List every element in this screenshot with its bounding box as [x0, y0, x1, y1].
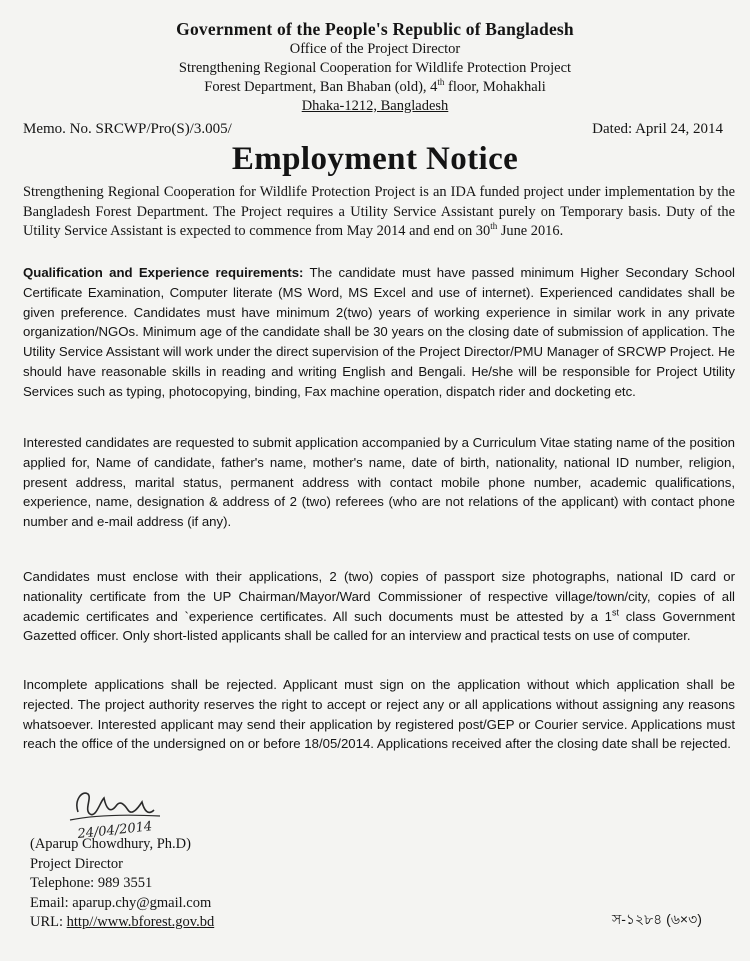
qualification-text: The candidate must have passed minimum Higher Secondary School Certificate Examination, Computer literate (MS Word, MS Excel and use of internet). Experienced candidates shall be given preference. Candidates must have minimum 2(two) years of working experience in similar work in any private organization/NGOs. Minimum age of the candidate shall be 30 years on the closing date of submission of application. The Utility Service Assistant will work under the direct supervision of the Project Director/PMU Manager of SRCWP Project. He should have reasonable skills in reading and writing English and Bengali. He/she will be responsible for Project Utility Services such as typing, photocopying, binding, Fax machine operation, dispatch rider and docketing etc. — [23, 265, 735, 399]
project-name: Strengthening Regional Cooperation for Wildlife Protection Project — [178, 60, 572, 76]
page-title: Employment Notice — [231, 141, 519, 177]
memo-date: Dated: April 24, 2014 — [592, 121, 723, 137]
memo-row — [23, 121, 723, 138]
signatory-telephone: Telephone: 989 3551 — [30, 875, 153, 891]
rejection-paragraph: Incomplete applications shall be rejected. Applicant must sign on the application without which application shall be rejected. The project authority reserves the right to accept or reject any or all applications without assigning any reasons whatsoever. Interested applicant may send their application by registered post/GEP or Courier service. Applications must reach the office of the undersigned on or before 18/05/2014. Applications received after the closing date shall be rejected. — [23, 677, 735, 752]
signatory-designation: Project Director — [30, 855, 124, 872]
intro-text: Strengthening Regional Cooperation for Wildlife Protection Project is an IDA funded project under implementation by the Bangladesh Forest Department. The Project requires a Utility Service Assistant purely on Temporary basis. Duty of the Utility Service Assistant is expected to commence from May 2014 and end on 30 — [23, 184, 735, 239]
website-link[interactable]: http//www.bforest.gov.bd — [66, 914, 215, 930]
enclosures-ordinal: st — [612, 607, 620, 618]
memo-number: Memo. No. SRCWP/Pro(S)/3.005/ — [23, 121, 232, 137]
address-part-2: floor, Mohakhali — [444, 79, 546, 95]
enclosures-text-end: class Government Gazetted officer. Only short-listed applicants shall be called for an interview and practical tests on use of computer. — [23, 608, 735, 644]
address-part-1: Forest Department, Ban Bhaban (old), 4 — [204, 79, 438, 95]
office-city: Dhaka-1212, Bangladesh — [301, 98, 449, 114]
government-title: Government of the People's Republic of Bangladesh — [176, 19, 574, 39]
intro-ordinal: th — [490, 221, 498, 232]
qualification-label: Qualification and Experience requirements: — [23, 265, 304, 280]
signatory-email: Email: aparup.chy@gmail.com — [30, 894, 212, 911]
office-address — [0, 78, 750, 97]
signature-date: 24/04/2014 — [76, 819, 153, 842]
signatory-name: (Aparup Chowdhury, Ph.D) — [30, 836, 191, 852]
enclosures-paragraph — [23, 567, 735, 646]
letterhead — [0, 18, 750, 116]
application-paragraph: Interested candidates are requested to submit application accompanied by a Curriculum Vitae stating name of the position applied for, Name of candidate, father's name, mother's name, date of birth, nationality, national ID number, religion, present address, marital status, permanent address with contact mobile phone number, academic qualifications, experience, name, designation & address of 2 (two) referees (who are not relations of the applicant) with contact phone number and e-mail address (if any). — [23, 435, 735, 530]
qualification-paragraph — [23, 263, 735, 402]
print-code: স-১২৮৪ (৬×৩) — [612, 911, 702, 927]
signatory-block — [30, 835, 214, 933]
intro-text-end: June 2016. — [497, 223, 564, 239]
url-label: URL: — [30, 914, 67, 930]
address-ordinal: th — [437, 77, 445, 88]
enclosures-text: Candidates must enclose with their applications, 2 (two) copies of passport size photographs, national ID card or nationality certificate from the UP Chairman/Mayor/Ward Commissioner of respective village/town/city, copies of all academic certificates and `experience certificates. All such documents must be attested by a 1 — [23, 569, 735, 624]
intro-paragraph — [23, 183, 735, 242]
signatory-url-line — [30, 913, 214, 933]
office-name: Office of the Project Director — [289, 41, 461, 57]
